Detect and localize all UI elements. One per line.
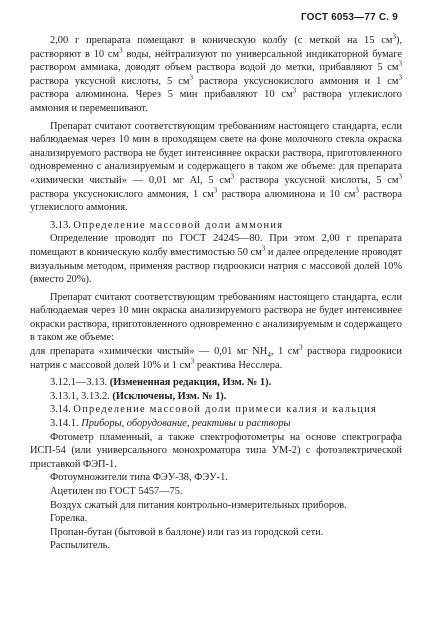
equipment-photometer: Фотометр пламенный, а также спектрофотометры на основе спектрографа ИСП-54 (или универсального монохроматора типа УМ-2) с фотоэлектрической приставкой ФЭП-1. [30, 431, 402, 470]
subsection-heading-3-14-1: 3.14.1. Приборы, оборудование, реактивы и растворы [50, 418, 291, 430]
page-header: ГОСТ 6053—77 С. 9 [300, 12, 398, 23]
paragraph-sample-prep: 2,00 г препарата помещают в коническую колбу (с меткой на 15 $см^3$), растворяют в 10 $см^3$ воды, нейтрализуют по универсальной индикаторной бумаге раствором аммиака, доводят объем раствора водой до метки, прибавляют 5 $см^3$ раствора уксусной кислоты, 5 $см^3$ раствора уксуснокислого аммония и 1 $см^3$ раствора алюминона. Через 5 мин прибавляют 10 $см^3$ раствора углекислого аммония и перемешивают. [30, 32, 402, 114]
section-heading-3-14: 3.14. Определение массовой доли примеси калия и кальция [50, 404, 378, 416]
equipment-compressed-air: Воздух сжатый для питания контрольно-измерительных приборов. [50, 499, 347, 511]
paragraph-ammonium-method: Определение проводят по ГОСТ 24245—80. При этом 2,00 г препарата помещают в коническую колбу вместимостью 50 $см^3$ и далее определение проводят визуальным методом, применяя раствор гидроокиси натрия с массовой долей 10% (вместо 20%). [30, 233, 402, 286]
amendment-note-2: 3.13.1, 3.13.2. (Исключены, Изм. № 1). [50, 390, 227, 402]
equipment-photomultipliers: Фотоумножители типа ФЭУ-38, ФЭУ-1. [50, 472, 228, 484]
paragraph-aluminium-criterion: Препарат считают соответствующим требованиям настоящего стандарта, если наблюдаемая через 10 мин в проходящем свете на фоне молочного стекла окраска анализируемого раствора не будет интенсивнее окраски раствора, приготовленного одновременно с анализируемым и содержащего в таком же объеме: для препарата «химически чистый» — 0,01 мг Al, 5 $см^3$ раствора уксусной кислоты, 5 $см^3$ раствора уксуснокислого аммония, 1 $см^3$ раствора алюминона и 10 $см^3$ раствора углекислого аммония. [30, 120, 403, 214]
equipment-burner: Горелка. [50, 513, 88, 525]
amendment-note-1: 3.12.1—3.13. (Измененная редакция, Изм. № 1). [50, 377, 272, 389]
equipment-acetylene: Ацетилен по ГОСТ 5457—75. [50, 486, 183, 497]
paragraph-ammonium-reference: для препарата «химически чистый» — 0,01 мг $NH_4$, 1 $см^3$ раствора гидроокиси натрия с массовой долей 10% и 1 $см^3$ реактива Несслера. [30, 343, 402, 371]
paragraph-ammonium-criterion: Препарат считают соответствующим требованиям настоящего стандарта, если наблюдаемая через 10 мин окраска анализируемого раствора не будет интенсивнее окраски раствора, приготовленного одновременно с анализируемым и содержащего в таком же объеме: [30, 291, 402, 344]
section-heading-3-13: 3.13. Определение массовой доли аммония [50, 219, 284, 231]
equipment-sprayer: Распылитель. [50, 540, 110, 552]
document-body [30, 34, 402, 553]
equipment-propane-butane: Пропан-бутан (бытовой в баллоне) или газ из городской сети. [50, 526, 324, 538]
